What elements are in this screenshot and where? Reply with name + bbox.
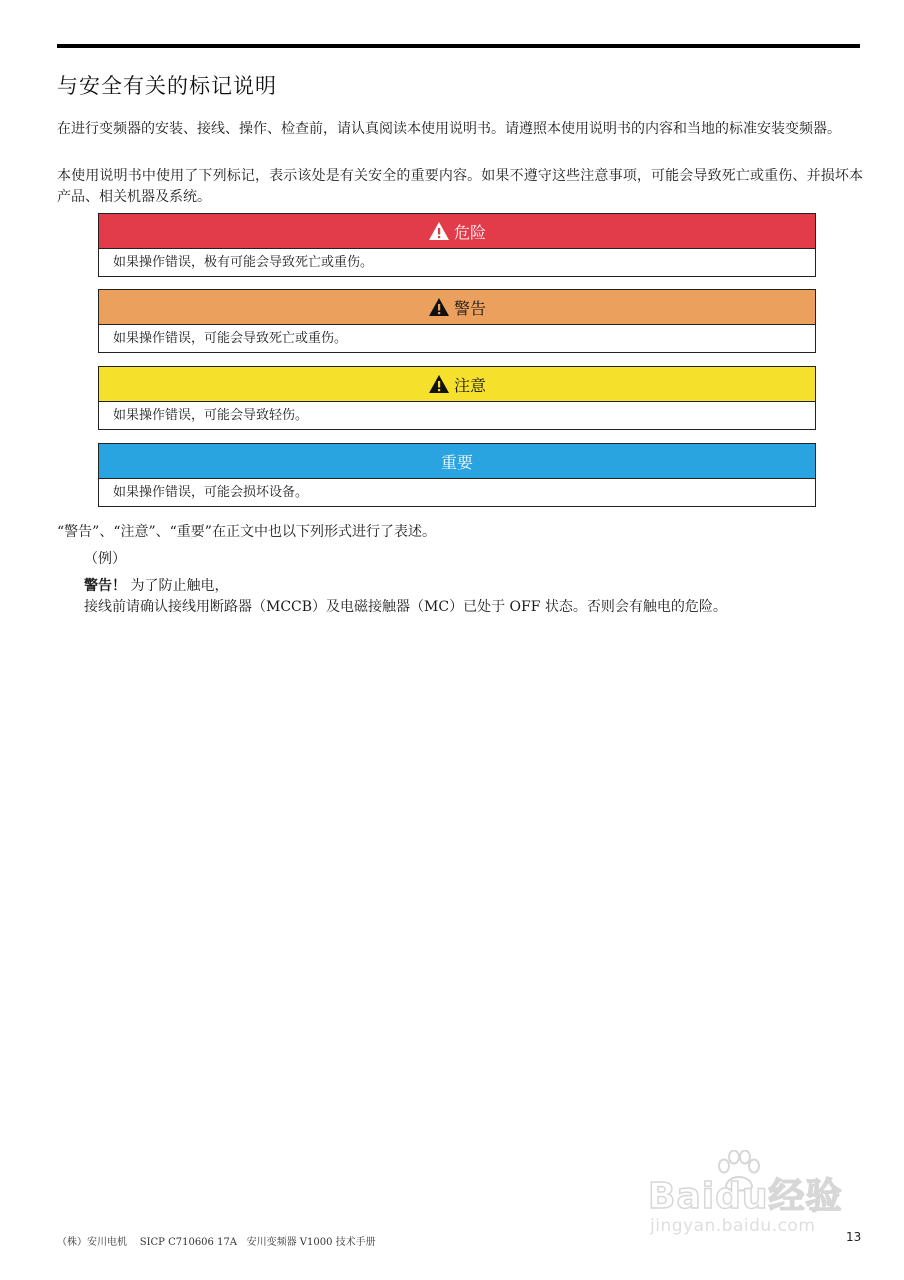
baidu-watermark	[648, 1150, 858, 1245]
warning-triangle-icon	[428, 221, 450, 241]
notice-box	[98, 443, 816, 507]
top-rule	[57, 44, 860, 48]
warning-label: 警告	[453, 298, 486, 318]
danger-box	[98, 213, 816, 277]
inline-note: “警告”、“注意”、“重要”在正文中也以下列形式进行了表述。	[57, 524, 436, 540]
warning-triangle-icon	[428, 374, 450, 394]
footer-manual-title: 安川变频器 V1000 技术手册	[246, 1237, 376, 1248]
intro-paragraph-1: 在进行变频器的安装、接线、操作、检查前，请认真阅读本使用说明书。请遵照本使用说明书的内容和当地的标准安装变频器。	[57, 121, 841, 137]
notice-label: 重要	[440, 452, 473, 472]
example-warning-word: 警告！	[84, 578, 126, 594]
example-first-text: 为了防止触电，	[130, 578, 229, 594]
watermark-logo-text: Baidu经验	[648, 1176, 843, 1217]
notice-header	[99, 444, 815, 479]
caution-header	[99, 367, 815, 402]
example-first-line	[84, 576, 727, 597]
warning-header	[99, 290, 815, 325]
warning-triangle-icon	[428, 297, 450, 317]
warning-description: 如果操作错误，可能会导致死亡或重伤。	[99, 325, 815, 352]
warning-box	[98, 289, 816, 353]
page-number: 13	[846, 1230, 862, 1244]
caution-box	[98, 366, 816, 430]
example-block	[84, 576, 727, 618]
danger-header	[99, 214, 815, 249]
example-label: （例）	[84, 551, 126, 567]
footer-document-code: SICP C710606 17A	[139, 1237, 238, 1248]
section-title: 与安全有关的标记说明	[57, 74, 277, 98]
caution-label: 注意	[453, 375, 486, 395]
example-second-line: 接线前请确认接线用断路器（MCCB）及电磁接触器（MC）已处于 OFF 状态。否则会有触电的危险。	[84, 599, 727, 615]
notice-description: 如果操作错误，可能会损坏设备。	[99, 479, 815, 506]
caution-description: 如果操作错误，可能会导致轻伤。	[99, 402, 815, 429]
footer	[57, 1233, 376, 1248]
watermark-url: jingyan.baidu.com	[650, 1216, 816, 1236]
danger-description: 如果操作错误，极有可能会导致死亡或重伤。	[99, 249, 815, 276]
intro-paragraph-2: 本使用说明书中使用了下列标记，表示该处是有关安全的重要内容。如果不遵守这些注意事项，可能会导致死亡或重伤、并损坏本产品、相关机器及系统。	[57, 168, 863, 205]
danger-label: 危险	[453, 222, 486, 242]
footer-company: （株）安川电机	[57, 1237, 127, 1248]
